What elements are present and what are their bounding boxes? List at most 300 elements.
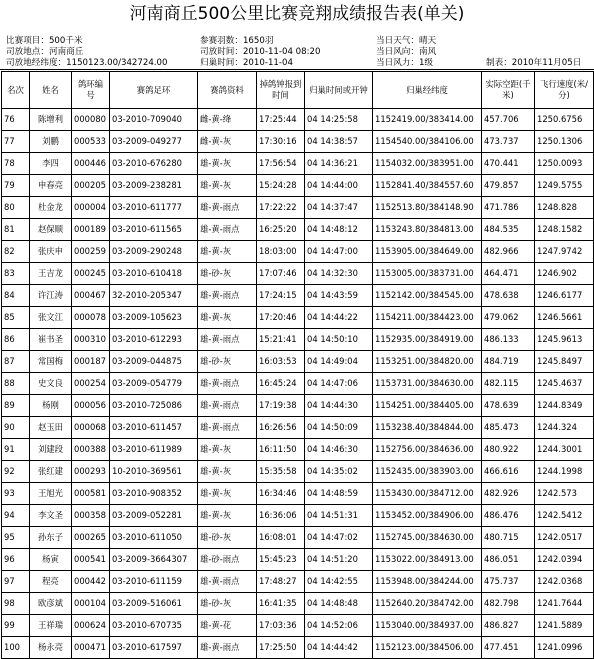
table-cell: 000068	[72, 417, 110, 439]
table-cell: 15:45:23	[257, 549, 305, 571]
table-cell: 1152513.80/384148.90	[373, 197, 482, 219]
table-row	[2, 241, 594, 263]
table-row	[2, 637, 594, 659]
table-cell: 03-2009-238281	[110, 175, 198, 197]
table-cell: 04 14:44:00	[305, 175, 373, 197]
table-cell: 1153251.00/384820.00	[373, 351, 482, 373]
table-cell: 1245.9613	[535, 329, 594, 351]
table-cell: 000265	[72, 527, 110, 549]
table-cell: 475.737	[482, 571, 535, 593]
table-cell: 1246.5661	[535, 307, 594, 329]
table-cell: 1152841.40/384557.60	[373, 175, 482, 197]
table-cell: 雄-黄-灰	[198, 439, 257, 461]
table-cell: 16:45:24	[257, 373, 305, 395]
table-cell: 雄-黄-雨点	[198, 637, 257, 659]
table-cell: 484.719	[482, 351, 535, 373]
table-cell: 86	[2, 329, 30, 351]
table-cell: 000245	[72, 263, 110, 285]
table-cell: 申春亮	[30, 175, 72, 197]
table-cell: 常国梅	[30, 351, 72, 373]
table-row	[2, 109, 594, 131]
table-cell: 1241.5889	[535, 615, 594, 637]
table-cell: 1248.1582	[535, 219, 594, 241]
table-cell: 04 14:44:22	[305, 307, 373, 329]
table-cell: 程亮	[30, 571, 72, 593]
table-cell: 03-2010-670735	[110, 615, 198, 637]
table-cell: 16:36:06	[257, 505, 305, 527]
table-row	[2, 395, 594, 417]
table-cell: 16:26:56	[257, 417, 305, 439]
table-cell: 88	[2, 373, 30, 395]
table-cell: 04 14:37:47	[305, 197, 373, 219]
info-field: 司放地点：河南商丘	[6, 47, 84, 57]
table-row	[2, 175, 594, 197]
table-cell: 03-2010-610418	[110, 263, 198, 285]
info-field: 制表：2010年11月05日	[486, 58, 582, 68]
table-cell: 赵玉田	[30, 417, 72, 439]
column-header: 实际空距(千米)	[482, 72, 535, 109]
table-cell: 04 14:50:09	[305, 417, 373, 439]
table-cell: 04 14:32:30	[305, 263, 373, 285]
table-cell: 03-2009-054779	[110, 373, 198, 395]
table-row	[2, 549, 594, 571]
table-cell: 17:56:54	[257, 153, 305, 175]
table-row	[2, 153, 594, 175]
table-cell: 480.922	[482, 439, 535, 461]
table-cell: 雄-砂-雨点	[198, 549, 257, 571]
table-cell: 03-2009-290248	[110, 241, 198, 263]
table-cell: 许江涛	[30, 285, 72, 307]
table-cell: 1154032.00/383951.00	[373, 153, 482, 175]
table-cell: 04 14:48:48	[305, 593, 373, 615]
table-cell: 赵保顺	[30, 219, 72, 241]
table-cell: 1153022.00/384913.00	[373, 549, 482, 571]
table-cell: 1152419.00/383414.00	[373, 109, 482, 131]
table-cell: 000310	[72, 329, 110, 351]
table-cell: 雄-砂-灰	[198, 527, 257, 549]
table-cell: 1242.573	[535, 483, 594, 505]
table-row	[2, 571, 594, 593]
table-cell: 1242.0368	[535, 571, 594, 593]
table-cell: 000541	[72, 549, 110, 571]
table-cell: 98	[2, 593, 30, 615]
table-cell: 17:48:27	[257, 571, 305, 593]
table-cell: 000467	[72, 285, 110, 307]
table-cell: 1250.6756	[535, 109, 594, 131]
table-row	[2, 373, 594, 395]
table-cell: 刘鹏	[30, 131, 72, 153]
table-cell: 崔书圣	[30, 329, 72, 351]
table-cell: 482.926	[482, 483, 535, 505]
table-cell: 1152640.20/384742.00	[373, 593, 482, 615]
table-cell: 1245.4637	[535, 373, 594, 395]
table-cell: 李文圣	[30, 505, 72, 527]
table-cell: 1247.9742	[535, 241, 594, 263]
table-cell: 张红建	[30, 461, 72, 483]
table-cell: 1250.1306	[535, 131, 594, 153]
table-cell: 457.706	[482, 109, 535, 131]
table-cell: 杨永亮	[30, 637, 72, 659]
table-cell: 000056	[72, 395, 110, 417]
table-cell: 1244.3001	[535, 439, 594, 461]
info-field: 归巢时间：2010-11-04	[200, 58, 293, 68]
table-cell: 04 14:35:02	[305, 461, 373, 483]
table-cell: 91	[2, 439, 30, 461]
table-cell: 03-2010-611159	[110, 571, 198, 593]
table-cell: 000259	[72, 241, 110, 263]
results-table	[1, 71, 594, 659]
table-cell: 1242.0394	[535, 549, 594, 571]
table-cell: 1153948.00/384244.00	[373, 571, 482, 593]
divider	[0, 69, 594, 70]
table-cell: 17:22:22	[257, 197, 305, 219]
table-cell: 03-2010-725086	[110, 395, 198, 417]
column-header: 飞行速度(米/分)	[535, 72, 594, 109]
table-cell: 1241.0996	[535, 637, 594, 659]
table-cell: 1152142.00/384545.00	[373, 285, 482, 307]
table-cell: 1153040.00/384937.00	[373, 615, 482, 637]
table-cell: 04 14:50:10	[305, 329, 373, 351]
table-row	[2, 263, 594, 285]
table-cell: 04 14:47:02	[305, 527, 373, 549]
report-title: 河南商丘500公里比赛竞翔成绩报告表(单关)	[129, 4, 465, 24]
table-cell: 03-2009-516061	[110, 593, 198, 615]
table-cell: 1250.0093	[535, 153, 594, 175]
table-cell: 04 14:25:58	[305, 109, 373, 131]
table-cell: 473.737	[482, 131, 535, 153]
table-cell: 1244.324	[535, 417, 594, 439]
table-cell: 杨寅	[30, 549, 72, 571]
table-cell: 04 14:44:30	[305, 395, 373, 417]
table-row	[2, 593, 594, 615]
table-cell: 000189	[72, 219, 110, 241]
table-cell: 17:20:46	[257, 307, 305, 329]
column-header: 归巢时间或开钟	[305, 72, 373, 109]
table-cell: 93	[2, 483, 30, 505]
table-cell: 雄-黄-灰	[198, 175, 257, 197]
table-cell: 478.638	[482, 285, 535, 307]
table-cell: 000205	[72, 175, 110, 197]
table-cell: 000078	[72, 307, 110, 329]
table-cell: 479.062	[482, 307, 535, 329]
table-cell: 83	[2, 263, 30, 285]
table-cell: 16:25:20	[257, 219, 305, 241]
table-cell: 1246.902	[535, 263, 594, 285]
table-row	[2, 197, 594, 219]
table-cell: 孙东子	[30, 527, 72, 549]
table-cell: 482.966	[482, 241, 535, 263]
table-cell: 17:30:16	[257, 131, 305, 153]
table-cell: 04 14:38:57	[305, 131, 373, 153]
table-cell: 479.857	[482, 175, 535, 197]
column-header: 赛鸽资料	[198, 72, 257, 109]
table-cell: 32-2010-205347	[110, 285, 198, 307]
table-cell: 000187	[72, 351, 110, 373]
table-cell: 484.535	[482, 219, 535, 241]
table-header-row	[2, 72, 594, 109]
table-cell: 雄-砂-灰	[198, 351, 257, 373]
table-cell: 000104	[72, 593, 110, 615]
table-row	[2, 285, 594, 307]
table-row	[2, 351, 594, 373]
table-cell: 刘建段	[30, 439, 72, 461]
table-cell: 03-2010-611050	[110, 527, 198, 549]
table-cell: 王吉龙	[30, 263, 72, 285]
table-cell: 470.441	[482, 153, 535, 175]
table-cell: 000471	[72, 637, 110, 659]
table-cell: 000533	[72, 131, 110, 153]
table-cell: 16:03:53	[257, 351, 305, 373]
table-cell: 雄-黄-雨点	[198, 285, 257, 307]
table-cell: 雄-黄-灰	[198, 483, 257, 505]
table-cell: 03-2009-052281	[110, 505, 198, 527]
table-cell: 486.476	[482, 505, 535, 527]
table-cell: 1246.6177	[535, 285, 594, 307]
table-cell: 雄-黄-灰	[198, 241, 257, 263]
table-row	[2, 505, 594, 527]
table-cell: 03-2010-611777	[110, 197, 198, 219]
table-cell: 81	[2, 219, 30, 241]
table-cell: 03-2010-709040	[110, 109, 198, 131]
table-cell: 雄-黄-雨点	[198, 197, 257, 219]
table-cell: 10-2010-369561	[110, 461, 198, 483]
table-cell: 1245.8497	[535, 351, 594, 373]
table-cell: 雄-黄-灰	[198, 153, 257, 175]
table-cell: 04 14:36:21	[305, 153, 373, 175]
table-cell: 89	[2, 395, 30, 417]
table-cell: 1153243.80/384813.00	[373, 219, 482, 241]
table-cell: 1153005.00/383731.00	[373, 263, 482, 285]
table-cell: 76	[2, 109, 30, 131]
table-cell: 雄-黄-花	[198, 615, 257, 637]
table-cell: 1242.0517	[535, 527, 594, 549]
table-cell: 03-2009-049277	[110, 131, 198, 153]
table-cell: 486.051	[482, 549, 535, 571]
table-cell: 100	[2, 637, 30, 659]
table-row	[2, 439, 594, 461]
table-cell: 1249.5755	[535, 175, 594, 197]
table-cell: 雄-砂-灰	[198, 263, 257, 285]
table-cell: 03-2010-908352	[110, 483, 198, 505]
table-cell: 80	[2, 197, 30, 219]
column-header: 归巢经纬度	[373, 72, 482, 109]
table-cell: 雌-黄-灰	[198, 131, 257, 153]
table-cell: 张庆申	[30, 241, 72, 263]
table-cell: 04 14:47:06	[305, 373, 373, 395]
table-cell: 04 14:51:20	[305, 549, 373, 571]
table-cell: 1154251.00/384405.00	[373, 395, 482, 417]
table-cell: 1153905.00/384649.00	[373, 241, 482, 263]
table-cell: 90	[2, 417, 30, 439]
table-cell: 16:11:50	[257, 439, 305, 461]
table-cell: 16:34:46	[257, 483, 305, 505]
column-header: 掉鸽钟报到时间	[257, 72, 305, 109]
table-cell: 03-2010-617597	[110, 637, 198, 659]
column-header: 鸽环编号	[72, 72, 110, 109]
table-cell: 18:03:00	[257, 241, 305, 263]
table-cell: 03-2010-612293	[110, 329, 198, 351]
table-cell: 雄-黄-雨点	[198, 329, 257, 351]
table-cell: 1244.1998	[535, 461, 594, 483]
table-cell: 欧彦斌	[30, 593, 72, 615]
table-cell: 雄-黄-灰	[198, 505, 257, 527]
info-field: 司放地经纬度：1150123.00/342724.00	[6, 58, 168, 68]
table-cell: 1154540.00/384106.00	[373, 131, 482, 153]
column-header: 名次	[2, 72, 30, 109]
table-cell: 87	[2, 351, 30, 373]
table-cell: 1244.8349	[535, 395, 594, 417]
table-cell: 1241.7644	[535, 593, 594, 615]
table-cell: 1248.828	[535, 197, 594, 219]
info-field: 当日风力：1级	[376, 58, 434, 68]
table-cell: 486.827	[482, 615, 535, 637]
table-body	[2, 109, 594, 659]
table-cell: 99	[2, 615, 30, 637]
table-cell: 17:19:38	[257, 395, 305, 417]
table-cell: 16:41:35	[257, 593, 305, 615]
table-cell: 17:25:50	[257, 637, 305, 659]
table-cell: 17:24:15	[257, 285, 305, 307]
table-cell: 000293	[72, 461, 110, 483]
table-cell: 480.715	[482, 527, 535, 549]
table-cell: 79	[2, 175, 30, 197]
table-cell: 84	[2, 285, 30, 307]
table-cell: 04 14:47:00	[305, 241, 373, 263]
table-cell: 94	[2, 505, 30, 527]
table-cell: 17:03:36	[257, 615, 305, 637]
table-cell: 王祥瑞	[30, 615, 72, 637]
table-cell: 000442	[72, 571, 110, 593]
table-cell: 雄-黄-雨点	[198, 571, 257, 593]
table-cell: 000254	[72, 373, 110, 395]
table-cell: 03-2010-611989	[110, 439, 198, 461]
table-cell: 1154211.00/384423.00	[373, 307, 482, 329]
table-cell: 04 14:52:06	[305, 615, 373, 637]
table-cell: 1152756.00/384636.00	[373, 439, 482, 461]
table-cell: 1152435.00/383903.00	[373, 461, 482, 483]
table-cell: 17:25:44	[257, 109, 305, 131]
table-cell: 466.616	[482, 461, 535, 483]
table-cell: 雄-砂-灰	[198, 593, 257, 615]
table-cell: 1152123.00/384506.00	[373, 637, 482, 659]
table-cell: 478.639	[482, 395, 535, 417]
table-cell: 03-2010-611565	[110, 219, 198, 241]
table-cell: 000358	[72, 505, 110, 527]
table-cell: 03-2009-105623	[110, 307, 198, 329]
table-cell: 03-2010-611457	[110, 417, 198, 439]
table-cell: 王旭光	[30, 483, 72, 505]
table-cell: 雄-黄-灰	[198, 307, 257, 329]
table-cell: 97	[2, 571, 30, 593]
table-cell: 雄-黄-灰	[198, 461, 257, 483]
table-row	[2, 461, 594, 483]
table-cell: 雄-黄-雨点	[198, 373, 257, 395]
table-cell: 04 14:51:31	[305, 505, 373, 527]
table-cell: 03-2009-044875	[110, 351, 198, 373]
table-cell: 03-2009-3664307	[110, 549, 198, 571]
table-row	[2, 329, 594, 351]
table-row	[2, 417, 594, 439]
table-cell: 1242.5412	[535, 505, 594, 527]
table-cell: 85	[2, 307, 30, 329]
table-row	[2, 219, 594, 241]
table-row	[2, 131, 594, 153]
table-cell: 李四	[30, 153, 72, 175]
table-cell: 82	[2, 241, 30, 263]
info-field: 当日天气：晴天	[376, 36, 437, 46]
table-cell: 464.471	[482, 263, 535, 285]
table-cell: 04 14:43:59	[305, 285, 373, 307]
info-field: 司放时间：2010-11-04 08:20	[200, 47, 321, 57]
table-cell: 16:08:01	[257, 527, 305, 549]
table-cell: 史文良	[30, 373, 72, 395]
table-cell: 1152935.00/384919.00	[373, 329, 482, 351]
table-row	[2, 527, 594, 549]
table-cell: 482.798	[482, 593, 535, 615]
table-row	[2, 307, 594, 329]
column-header: 姓名	[30, 72, 72, 109]
table-cell: 000080	[72, 109, 110, 131]
table-cell: 雄-黄-雨点	[198, 395, 257, 417]
table-row	[2, 483, 594, 505]
table-cell: 1153731.00/384630.00	[373, 373, 482, 395]
table-cell: 485.473	[482, 417, 535, 439]
table-cell: 95	[2, 527, 30, 549]
table-cell: 486.133	[482, 329, 535, 351]
table-cell: 000388	[72, 439, 110, 461]
table-cell: 17:07:46	[257, 263, 305, 285]
table-cell: 张文江	[30, 307, 72, 329]
table-cell: 1153430.00/384712.00	[373, 483, 482, 505]
table-cell: 04 14:46:30	[305, 439, 373, 461]
table-cell: 04 14:48:12	[305, 219, 373, 241]
table-cell: 1152745.00/384630.00	[373, 527, 482, 549]
table-cell: 77	[2, 131, 30, 153]
info-field: 比赛项目：500千米	[6, 36, 83, 46]
table-cell: 雄-黄-雨点	[198, 219, 257, 241]
table-cell: 92	[2, 461, 30, 483]
table-cell: 03-2010-676280	[110, 153, 198, 175]
table-cell: 000446	[72, 153, 110, 175]
info-field: 参赛羽数：1650羽	[200, 36, 274, 46]
table-cell: 1153452.00/384906.00	[373, 505, 482, 527]
table-cell: 15:35:58	[257, 461, 305, 483]
table-row	[2, 615, 594, 637]
table-cell: 1153238.40/384844.00	[373, 417, 482, 439]
table-cell: 04 14:44:42	[305, 637, 373, 659]
column-header: 赛鸽足环	[110, 72, 198, 109]
table-cell: 杨刚	[30, 395, 72, 417]
table-cell: 477.451	[482, 637, 535, 659]
table-cell: 96	[2, 549, 30, 571]
table-cell: 雌-黄-绛	[198, 109, 257, 131]
table-cell: 000624	[72, 615, 110, 637]
table-cell: 78	[2, 153, 30, 175]
table-cell: 471.786	[482, 197, 535, 219]
table-cell: 04 14:48:59	[305, 483, 373, 505]
table-cell: 杜金龙	[30, 197, 72, 219]
table-cell: 000004	[72, 197, 110, 219]
table-cell: 04 14:49:04	[305, 351, 373, 373]
table-cell: 陈增利	[30, 109, 72, 131]
table-cell: 15:24:28	[257, 175, 305, 197]
table-cell: 04 14:42:55	[305, 571, 373, 593]
table-cell: 雄-黄-雨点	[198, 417, 257, 439]
table-cell: 482.115	[482, 373, 535, 395]
table-cell: 15:21:41	[257, 329, 305, 351]
info-field: 当日风向：南风	[376, 47, 437, 57]
table-cell: 000581	[72, 483, 110, 505]
